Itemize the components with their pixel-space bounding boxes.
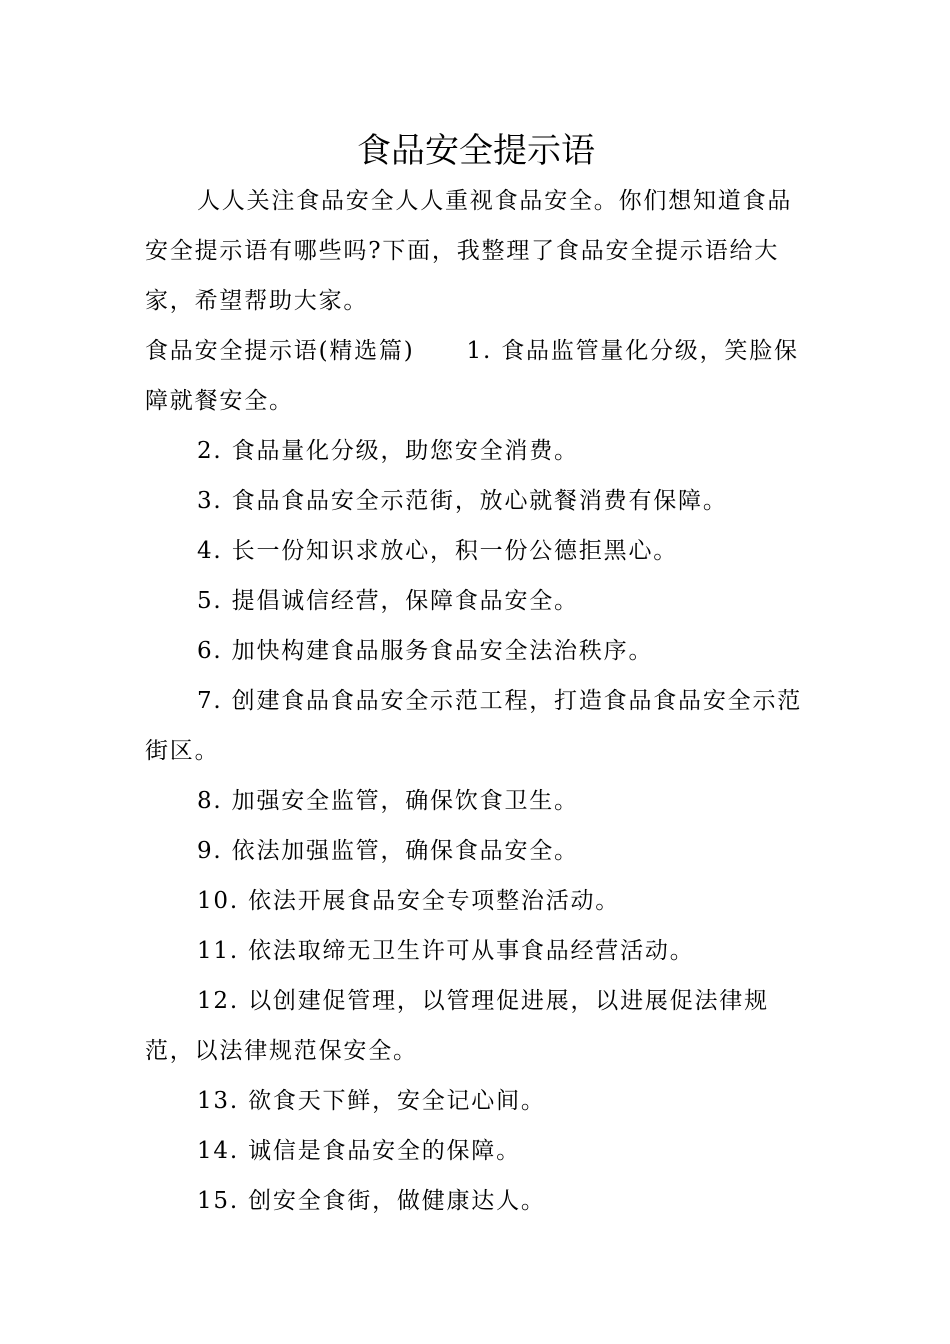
document-body	[145, 176, 807, 1226]
list-item: 3. 食品食品安全示范街，放心就餐消费有保障。	[197, 488, 728, 514]
list-item: 2. 食品量化分级，助您安全消费。	[197, 438, 579, 464]
list-item: 1. 食品监管量化分级，笑脸保障就餐安全。	[145, 338, 799, 414]
list-item: 6. 加快构建食品服务食品安全法治秩序。	[197, 638, 654, 664]
section-heading: 食品安全提示语(精选篇)	[145, 338, 415, 364]
list-item: 15. 创安全食街，做健康达人。	[197, 1188, 546, 1214]
list-item: 11. 依法取缔无卫生许可从事食品经营活动。	[197, 938, 695, 964]
list-item: 8. 加强安全监管，确保饮食卫生。	[197, 788, 579, 814]
list-item: 12. 以创建促管理，以管理促进展，以进展促法律规范，以法律规范保安全。	[145, 988, 769, 1064]
list-item: 4. 长一份知识求放心，积一份公德拒黑心。	[197, 538, 679, 564]
list-item: 7. 创建食品食品安全示范工程，打造食品食品安全示范街区。	[145, 688, 803, 764]
section-paragraph	[145, 326, 807, 426]
list-item: 14. 诚信是食品安全的保障。	[197, 1138, 521, 1164]
list-item: 10. 依法开展食品安全专项整治活动。	[197, 888, 621, 914]
list-item: 5. 提倡诚信经营，保障食品安全。	[197, 588, 579, 614]
page-title: 食品安全提示语	[357, 131, 595, 171]
list-item: 13. 欲食天下鲜，安全记心间。	[197, 1088, 546, 1114]
list-item: 9. 依法加强监管，确保食品安全。	[197, 838, 579, 864]
intro-paragraph: 人人关注食品安全人人重视食品安全。你们想知道食品安全提示语有哪些吗?下面，我整理了食品安全提示语给大家，希望帮助大家。	[145, 188, 793, 314]
